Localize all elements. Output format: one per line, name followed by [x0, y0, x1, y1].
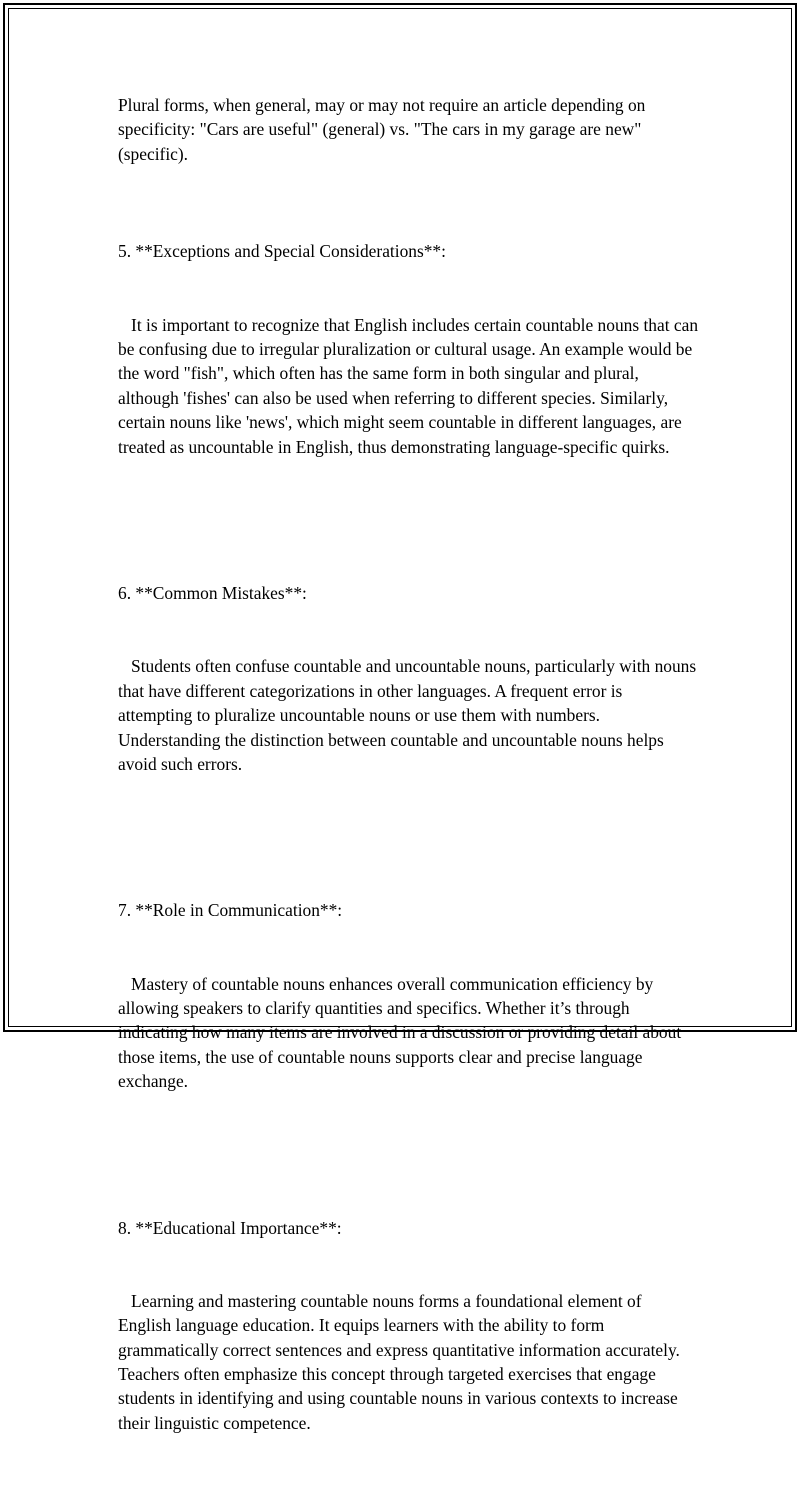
section-role-in-communication	[118, 850, 698, 1143]
section-paragraph: Mastery of countable nouns enhances overall communication efficiency by allowing speakers to clarify quantities and specifics. Whether it’s through indicating how many items are involved in a discussion or providing detail about those items, the use of countable nouns supports clear and precise language exchange.	[118, 973, 686, 1092]
intro-paragraph: Plural forms, when general, may or may not require an article depending on specificity: "Cars are useful" (general) vs. "The cars in my garage are new" (specific).	[118, 95, 650, 164]
section-educational-importance	[118, 1167, 698, 1484]
section-paragraph: Learning and mastering countable nouns forms a foundational element of English language education. It equips learners with the ability to form grammatically correct sentences and express quantitative information accurately. Teachers often emphasize this concept through targeted exercises that engage students in identifying and using countable nouns in various contexts to increase their linguistic competence.	[118, 1290, 684, 1433]
section-heading: 5. **Exceptions and Special Considerations**:	[118, 241, 446, 262]
section-heading: 6. **Common Mistakes**:	[118, 583, 307, 604]
section-paragraph: It is important to recognize that English includes certain countable nouns that can be confusing due to irregular pluralization or cultural usage. An example would be the word "fish", which often has the same form in both singular and plural, although 'fishes' can also be used when referring to different species. Similarly, certain nouns like 'news', which might seem countable in different languages, are treated as uncountable in English, thus demonstrating language-specific quirks.	[118, 314, 703, 457]
section-exceptions	[118, 191, 703, 508]
document-body	[118, 93, 703, 1508]
section-heading: 7. **Role in Communication**:	[118, 900, 343, 921]
section-common-mistakes	[118, 532, 701, 825]
section-paragraph: Students often confuse countable and uncountable nouns, particularly with nouns that have different categorizations in other languages. A frequent error is attempting to pluralize uncountable nouns or use them with numbers. Understanding the distinction between countable and uncountable nouns helps avoid such errors.	[118, 656, 701, 774]
section-heading: 8. **Educational Importance**:	[118, 1217, 342, 1238]
